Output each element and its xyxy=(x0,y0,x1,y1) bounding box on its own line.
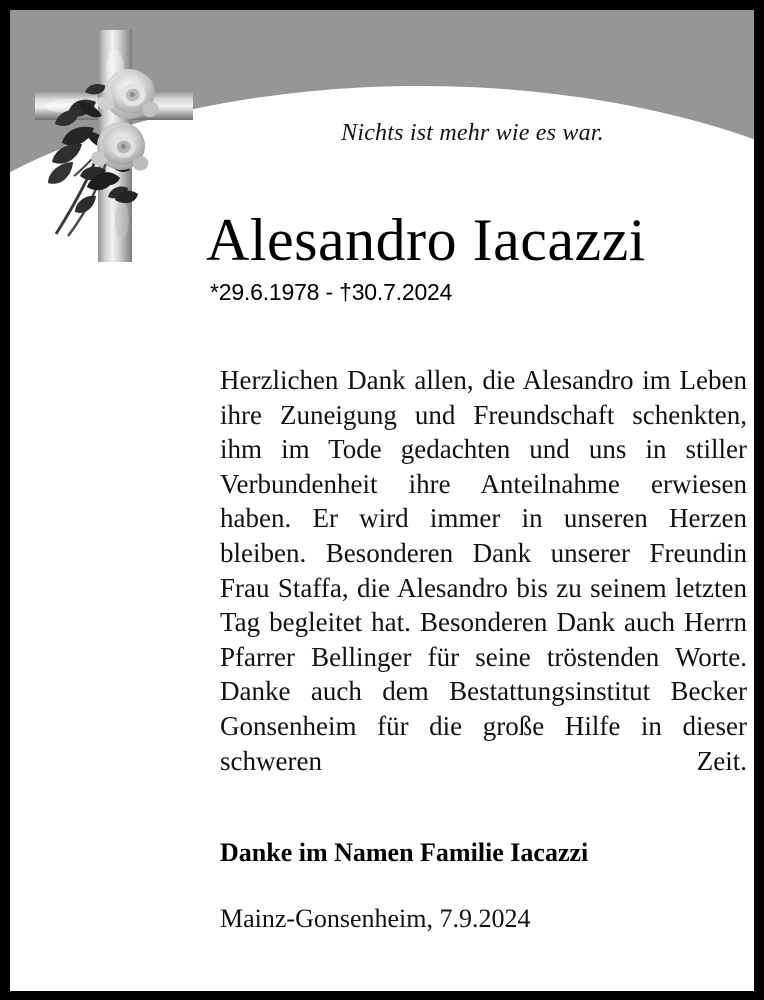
deceased-name: Alesandro Iacazzi xyxy=(206,207,646,273)
life-dates: *29.6.1978 - †30.7.2024 xyxy=(210,279,453,305)
place-and-date: Mainz-Gonsenheim, 7.9.2024 xyxy=(220,904,531,933)
tribute-text: Herzlichen Dank allen, die Alesandro im Leben ihre Zuneigung und Freundschaft schenkten, ihm im Tode gedachten und uns in stiller Verbundenheit ihre Anteilnahme erwiesen haben. Er wird immer in unseren Herzen bleiben. Besonderen Dank unserer Freundin Frau Staffa, die Alesandro bis zu seinem letzten Tag begleitet hat. Besonderen Dank auch Herrn Pfarrer Bellinger für seine tröstenden Worte. Danke auch dem Bestattungsinstitut Becker Gonsenheim für die große Hilfe in dieser schweren Zeit. xyxy=(220,365,747,776)
cross-with-roses-icon xyxy=(10,10,210,270)
motto-text: Nichts ist mehr wie es war. xyxy=(341,120,604,146)
family-signature: Danke im Namen Familie Iacazzi xyxy=(220,838,589,867)
